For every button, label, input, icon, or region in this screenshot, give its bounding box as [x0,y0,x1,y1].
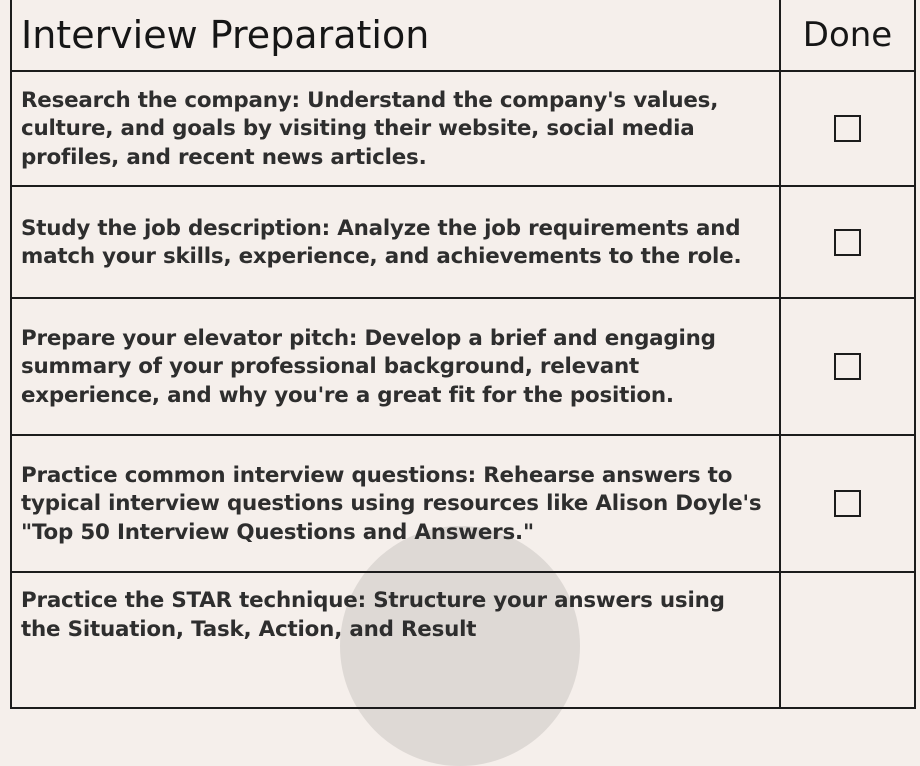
done-checkbox[interactable] [834,353,861,380]
done-cell [780,298,915,435]
table-row [11,71,915,186]
task-text: Study the job description: Analyze the job requirements and match your skills, experience, and achievements to the role. [11,186,780,298]
task-text: Practice the STAR technique: Structure your answers using the Situation, Task, Action, and Result [11,572,780,708]
task-column-header: Interview Preparation [11,0,780,71]
done-checkbox[interactable] [834,229,861,256]
done-cell [780,572,915,708]
table-row [11,298,915,435]
done-cell [780,186,915,298]
done-cell [780,435,915,572]
table-row [11,572,915,708]
table-row [11,186,915,298]
task-text: Research the company: Understand the company's values, culture, and goals by visiting their website, social media profiles, and recent news articles. [11,71,780,186]
done-checkbox[interactable] [834,490,861,517]
task-text: Practice common interview questions: Rehearse answers to typical interview questions using resources like Alison Doyle's "Top 50 Interview Questions and Answers." [11,435,780,572]
done-checkbox[interactable] [834,115,861,142]
done-cell [780,71,915,186]
done-column-header: Done [780,0,915,71]
task-text: Prepare your elevator pitch: Develop a brief and engaging summary of your professional background, relevant experience, and why you're a great fit for the position. [11,298,780,435]
header-row [11,0,915,71]
table-row [11,435,915,572]
interview-checklist-table [10,0,916,709]
